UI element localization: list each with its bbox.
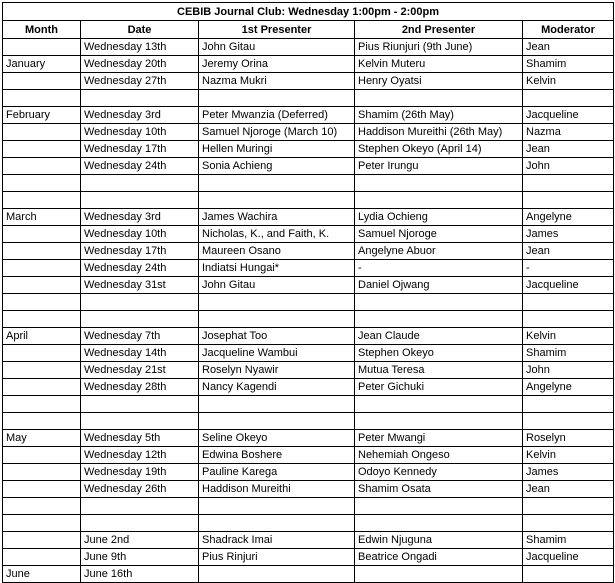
cell-presenter1: Nancy Kagendi — [199, 379, 355, 396]
cell-presenter1: Samuel Njoroge (March 10) — [199, 124, 355, 141]
cell-moderator: Jean — [523, 39, 614, 56]
cell-presenter1: Shadrack Imai — [199, 532, 355, 549]
cell-moderator — [523, 311, 614, 328]
cell-date: Wednesday 17th — [81, 243, 199, 260]
cell-presenter1: Josephat Too — [199, 328, 355, 345]
cell-moderator — [523, 192, 614, 209]
cell-month: January — [3, 56, 81, 73]
column-header-moderator: Moderator — [523, 21, 614, 39]
cell-moderator: Kelvin — [523, 73, 614, 90]
cell-presenter2 — [355, 175, 523, 192]
column-header-presenter1: 1st Presenter — [199, 21, 355, 39]
cell-date — [81, 498, 199, 515]
cell-date: Wednesday 12th — [81, 447, 199, 464]
cell-date — [81, 192, 199, 209]
cell-presenter1 — [199, 192, 355, 209]
cell-date: Wednesday 10th — [81, 124, 199, 141]
column-header-date: Date — [81, 21, 199, 39]
cell-date — [81, 90, 199, 107]
cell-date: Wednesday 26th — [81, 481, 199, 498]
table-row — [3, 124, 614, 141]
cell-presenter2: Angelyne Abuor — [355, 243, 523, 260]
cell-date: June 2nd — [81, 532, 199, 549]
cell-moderator: Jacqueline — [523, 549, 614, 566]
cell-presenter2 — [355, 192, 523, 209]
cell-moderator: James — [523, 226, 614, 243]
cell-moderator: Kelvin — [523, 447, 614, 464]
journal-club-schedule-table — [2, 2, 614, 583]
cell-month — [3, 294, 81, 311]
cell-presenter1: Maureen Osano — [199, 243, 355, 260]
cell-month — [3, 532, 81, 549]
table-row — [3, 73, 614, 90]
cell-presenter1: Edwina Boshere — [199, 447, 355, 464]
cell-moderator: Angelyne — [523, 209, 614, 226]
spacer-row — [3, 90, 614, 107]
table-row — [3, 328, 614, 345]
cell-month — [3, 464, 81, 481]
cell-presenter1 — [199, 498, 355, 515]
cell-date: Wednesday 24th — [81, 260, 199, 277]
spacer-row — [3, 175, 614, 192]
table-body — [3, 3, 614, 583]
spacer-row — [3, 192, 614, 209]
cell-presenter2: Jean Claude — [355, 328, 523, 345]
cell-date: Wednesday 10th — [81, 226, 199, 243]
cell-month: March — [3, 209, 81, 226]
cell-presenter2: Henry Oyatsi — [355, 73, 523, 90]
table-row — [3, 447, 614, 464]
cell-month — [3, 73, 81, 90]
cell-presenter1: John Gitau — [199, 39, 355, 56]
cell-month — [3, 379, 81, 396]
cell-date — [81, 294, 199, 311]
cell-presenter2: Peter Mwangi — [355, 430, 523, 447]
cell-month — [3, 277, 81, 294]
cell-presenter1: Nicholas, K., and Faith, K. — [199, 226, 355, 243]
cell-month — [3, 413, 81, 430]
table-row — [3, 549, 614, 566]
cell-date: June 9th — [81, 549, 199, 566]
cell-moderator: - — [523, 260, 614, 277]
cell-moderator: Jacqueline — [523, 107, 614, 124]
cell-month — [3, 260, 81, 277]
cell-date: Wednesday 7th — [81, 328, 199, 345]
cell-presenter1: Peter Mwanzia (Deferred) — [199, 107, 355, 124]
cell-presenter1: Pius Rinjuri — [199, 549, 355, 566]
cell-month — [3, 192, 81, 209]
cell-presenter1: Seline Okeyo — [199, 430, 355, 447]
cell-moderator: Shamim — [523, 345, 614, 362]
cell-moderator: John — [523, 362, 614, 379]
cell-date: Wednesday 3rd — [81, 209, 199, 226]
cell-presenter1: Hellen Muringi — [199, 141, 355, 158]
cell-presenter2 — [355, 515, 523, 532]
cell-moderator — [523, 413, 614, 430]
cell-moderator: Jean — [523, 141, 614, 158]
cell-date: Wednesday 19th — [81, 464, 199, 481]
cell-presenter2: Peter Irungu — [355, 158, 523, 175]
cell-date — [81, 515, 199, 532]
spacer-row — [3, 311, 614, 328]
table-row — [3, 362, 614, 379]
table-row — [3, 379, 614, 396]
cell-presenter1 — [199, 311, 355, 328]
cell-presenter2: Stephen Okeyo — [355, 345, 523, 362]
cell-presenter2: Shamim Osata — [355, 481, 523, 498]
cell-date: Wednesday 14th — [81, 345, 199, 362]
cell-date: Wednesday 28th — [81, 379, 199, 396]
cell-date: Wednesday 31st — [81, 277, 199, 294]
cell-moderator: Jean — [523, 243, 614, 260]
cell-presenter2: Edwin Njuguna — [355, 532, 523, 549]
spacer-row — [3, 396, 614, 413]
cell-month — [3, 362, 81, 379]
table-row — [3, 260, 614, 277]
cell-date — [81, 311, 199, 328]
spacer-row — [3, 294, 614, 311]
table-row — [3, 430, 614, 447]
cell-presenter1: Sonia Achieng — [199, 158, 355, 175]
spacer-row — [3, 498, 614, 515]
cell-month — [3, 90, 81, 107]
cell-presenter1 — [199, 566, 355, 583]
cell-month: February — [3, 107, 81, 124]
cell-moderator: Kelvin — [523, 328, 614, 345]
cell-date — [81, 175, 199, 192]
cell-presenter2 — [355, 90, 523, 107]
cell-presenter2: Lydia Ochieng — [355, 209, 523, 226]
cell-presenter1 — [199, 294, 355, 311]
cell-presenter1: Jacqueline Wambui — [199, 345, 355, 362]
cell-moderator — [523, 396, 614, 413]
cell-moderator: John — [523, 158, 614, 175]
cell-presenter2: Mutua Teresa — [355, 362, 523, 379]
cell-moderator: Jean — [523, 481, 614, 498]
table-row — [3, 464, 614, 481]
cell-month — [3, 124, 81, 141]
cell-date: Wednesday 3rd — [81, 107, 199, 124]
cell-presenter2: Daniel Ojwang — [355, 277, 523, 294]
cell-date: Wednesday 17th — [81, 141, 199, 158]
cell-month: May — [3, 430, 81, 447]
cell-month — [3, 396, 81, 413]
page-title: CEBIB Journal Club: Wednesday 1:00pm - 2:00pm — [3, 3, 614, 21]
cell-presenter2: Peter Gichuki — [355, 379, 523, 396]
table-row — [3, 141, 614, 158]
cell-presenter1 — [199, 396, 355, 413]
cell-month: April — [3, 328, 81, 345]
cell-presenter2 — [355, 498, 523, 515]
cell-presenter2: Odoyo Kennedy — [355, 464, 523, 481]
column-header-month: Month — [3, 21, 81, 39]
table-row — [3, 39, 614, 56]
table-row — [3, 277, 614, 294]
cell-presenter2: Stephen Okeyo (April 14) — [355, 141, 523, 158]
table-row — [3, 107, 614, 124]
cell-month — [3, 175, 81, 192]
column-header-presenter2: 2nd Presenter — [355, 21, 523, 39]
cell-moderator — [523, 175, 614, 192]
cell-moderator: Roselyn — [523, 430, 614, 447]
cell-presenter1 — [199, 90, 355, 107]
cell-date: Wednesday 20th — [81, 56, 199, 73]
table-row — [3, 56, 614, 73]
cell-presenter2: - — [355, 260, 523, 277]
cell-date: Wednesday 27th — [81, 73, 199, 90]
cell-month — [3, 549, 81, 566]
cell-date: June 16th — [81, 566, 199, 583]
table-row — [3, 481, 614, 498]
table-row — [3, 243, 614, 260]
cell-month — [3, 481, 81, 498]
table-row — [3, 158, 614, 175]
cell-presenter1: Jeremy Orina — [199, 56, 355, 73]
table-row — [3, 566, 614, 583]
cell-month — [3, 226, 81, 243]
cell-month — [3, 311, 81, 328]
cell-presenter1 — [199, 413, 355, 430]
cell-presenter1: James Wachira — [199, 209, 355, 226]
cell-presenter1: Nazma Mukri — [199, 73, 355, 90]
cell-presenter1: Indiatsi Hungai* — [199, 260, 355, 277]
cell-moderator: Shamim — [523, 532, 614, 549]
cell-presenter2: Pius Riunjuri (9th June) — [355, 39, 523, 56]
cell-presenter1 — [199, 175, 355, 192]
cell-date — [81, 396, 199, 413]
cell-presenter1: Pauline Karega — [199, 464, 355, 481]
cell-date: Wednesday 21st — [81, 362, 199, 379]
cell-month — [3, 39, 81, 56]
cell-presenter2 — [355, 311, 523, 328]
table-row — [3, 226, 614, 243]
cell-moderator — [523, 294, 614, 311]
cell-moderator — [523, 90, 614, 107]
cell-presenter2: Samuel Njoroge — [355, 226, 523, 243]
cell-presenter1 — [199, 515, 355, 532]
cell-month — [3, 345, 81, 362]
cell-month — [3, 158, 81, 175]
cell-moderator — [523, 566, 614, 583]
cell-presenter2: Haddison Mureithi (26th May) — [355, 124, 523, 141]
cell-moderator: Nazma — [523, 124, 614, 141]
table-row — [3, 345, 614, 362]
cell-moderator: Shamim — [523, 56, 614, 73]
cell-moderator — [523, 515, 614, 532]
cell-moderator — [523, 498, 614, 515]
cell-presenter2: Beatrice Ongadi — [355, 549, 523, 566]
cell-month — [3, 141, 81, 158]
spacer-row — [3, 413, 614, 430]
cell-month — [3, 515, 81, 532]
cell-date: Wednesday 13th — [81, 39, 199, 56]
schedule-sheet — [0, 2, 615, 580]
cell-month — [3, 447, 81, 464]
cell-moderator: James — [523, 464, 614, 481]
cell-presenter1: John Gitau — [199, 277, 355, 294]
spacer-row — [3, 515, 614, 532]
cell-presenter1: Roselyn Nyawir — [199, 362, 355, 379]
cell-presenter2 — [355, 413, 523, 430]
cell-presenter2 — [355, 396, 523, 413]
table-row — [3, 532, 614, 549]
table-row — [3, 209, 614, 226]
cell-presenter1: Haddison Mureithi — [199, 481, 355, 498]
cell-presenter2 — [355, 566, 523, 583]
title-row — [3, 3, 614, 21]
cell-month — [3, 498, 81, 515]
cell-presenter2 — [355, 294, 523, 311]
cell-date: Wednesday 5th — [81, 430, 199, 447]
cell-presenter2: Shamim (26th May) — [355, 107, 523, 124]
cell-date: Wednesday 24th — [81, 158, 199, 175]
column-header-row — [3, 21, 614, 39]
cell-presenter2: Kelvin Muteru — [355, 56, 523, 73]
cell-moderator: Angelyne — [523, 379, 614, 396]
cell-date — [81, 413, 199, 430]
cell-month: June — [3, 566, 81, 583]
cell-presenter2: Nehemiah Ongeso — [355, 447, 523, 464]
cell-month — [3, 243, 81, 260]
cell-moderator: Jacqueline — [523, 277, 614, 294]
